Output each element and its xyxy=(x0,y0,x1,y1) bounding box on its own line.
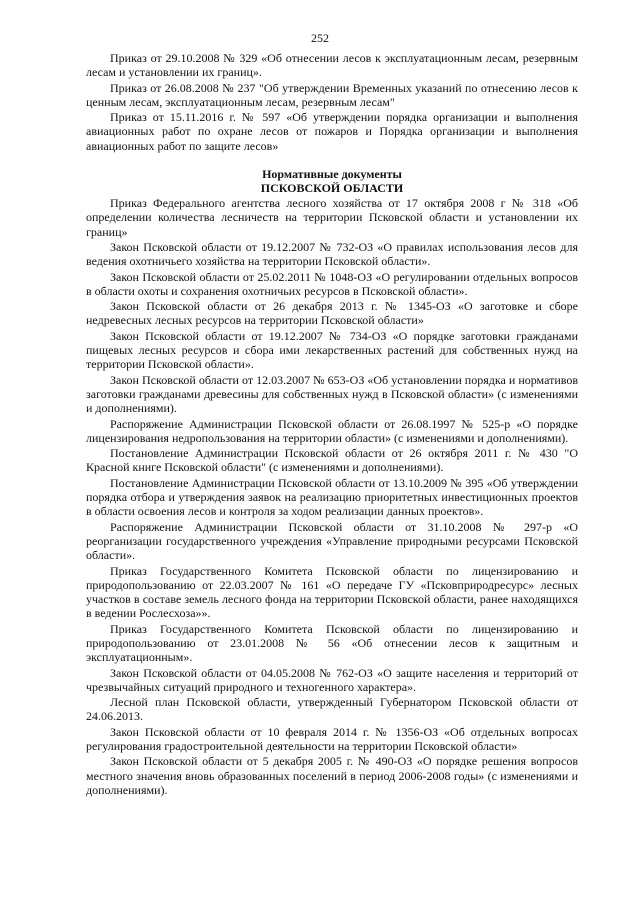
page-number: 252 xyxy=(311,31,329,45)
document-entry: Приказ Государственного Комитета Псковской области по лицензированию и природопользованию от 23.01.2008 № 56 «Об отнесении лесов к защитным и эксплуатационным». xyxy=(86,621,578,665)
document-entry: Распоряжение Администрации Псковской области от 26.08.1997 № 525-р «О порядке лицензирования недропользования на территории области» (с изменениями и дополнениями). xyxy=(86,416,578,445)
document-entry: Постановление Администрации Псковской области от 13.10.2009 № 395 «Об утверждении порядка отбора и утверждения заявок на реализацию приоритетных инвестиционных проектов в области освоения лесов и контроля за ходом реализации данных проектов». xyxy=(86,475,578,519)
section-heading-line1: Нормативные документы xyxy=(262,167,402,182)
document-entry: Закон Псковской области от 04.05.2008 № 762-ОЗ «О защите населения и территорий от чрезвычайных ситуаций природного и техногенного характера». xyxy=(86,665,578,694)
document-entry: Приказ от 29.10.2008 № 329 «Об отнесении лесов к эксплуатационным лесам, резервным лесам и установлении их границ». xyxy=(86,51,578,80)
section-heading-line2: ПСКОВСКОЙ ОБЛАСТИ xyxy=(260,181,404,196)
document-entry: Постановление Администрации Псковской области от 26 октября 2011 г. № 430 "О Красной книге Псковской области" (с изменениями и дополнениями). xyxy=(86,446,578,475)
document-entry: Закон Псковской области от 10 февраля 2014 г. № 1356-ОЗ «Об отдельных вопросах регулирования градостроительной деятельности на территории Псковской области» xyxy=(86,724,578,754)
document-entry: Распоряжение Администрации Псковской области от 31.10.2008 № 297-р «О реорганизации государственного учреждения «Управление природными ресурсами Псковской области». xyxy=(86,519,578,563)
document-entry: Закон Псковской области от 12.03.2007 № 653-ОЗ «Об установлении порядка и нормативов заготовки гражданами древесины для собственных нужд в Псковской области» (с изменениями и дополнениями). xyxy=(86,372,578,416)
regional-documents-list xyxy=(86,196,578,797)
orders-list xyxy=(86,51,578,153)
section-heading xyxy=(86,167,578,195)
document-entry: Приказ Федерального агентства лесного хозяйства от 17 октября 2008 г № 318 «Об определении количества лесничеств на территории Псковской области и установлении их границ» xyxy=(86,196,578,239)
document-entry: Закон Псковской области от 25.02.2011 № 1048-ОЗ «О регулировании отдельных вопросов в области охоты и сохранения охотничьих ресурсов в Псковской области». xyxy=(86,269,578,298)
document-entry: Закон Псковской области от 26 декабря 2013 г. № 1345-ОЗ «О заготовке и сборе недревесных лесных ресурсов на территории Псковской области» xyxy=(86,299,578,328)
document-entry: Закон Псковской области от 19.12.2007 № 734-ОЗ «О порядке заготовки гражданами пищевых лесных ресурсов и сбора ими лекарственных растений для собственных нужд на территории Псковской области». xyxy=(86,328,578,372)
document-entry: Закон Псковской области от 19.12.2007 № 732-ОЗ «О правилах использования лесов для ведения охотничьего хозяйства на территории Псковской области». xyxy=(86,239,578,269)
document-entry: Приказ от 15.11.2016 г. № 597 «Об утверждении порядка организации и выполнения авиационных работ по охране лесов от пожаров и Порядка организации и выполнения авиационных работ по защите лесов» xyxy=(86,110,578,153)
document-entry: Приказ Государственного Комитета Псковской области по лицензированию и природопользованию от 22.03.2007 № 161 «О передаче ГУ «Псковприродресурс» лесных участков в составе земель лесного фонда на территории Псковской области, ранее находящихся в ведении Рослесхоза»». xyxy=(86,563,578,621)
document-entry: Закон Псковской области от 5 декабря 2005 г. № 490-ОЗ «О порядке решения вопросов местного значения вновь образованных поселений в период 2006-2008 годы» (с изменениями и дополнениями). xyxy=(86,754,578,797)
document-entry: Приказ от 26.08.2008 № 237 "Об утверждении Временных указаний по отнесению лесов к ценным лесам, эксплуатационным лесам, резервным лесам" xyxy=(86,80,578,109)
page-content xyxy=(86,51,578,798)
document-entry: Лесной план Псковской области, утвержденный Губернатором Псковской области от 24.06.2013. xyxy=(86,695,578,724)
